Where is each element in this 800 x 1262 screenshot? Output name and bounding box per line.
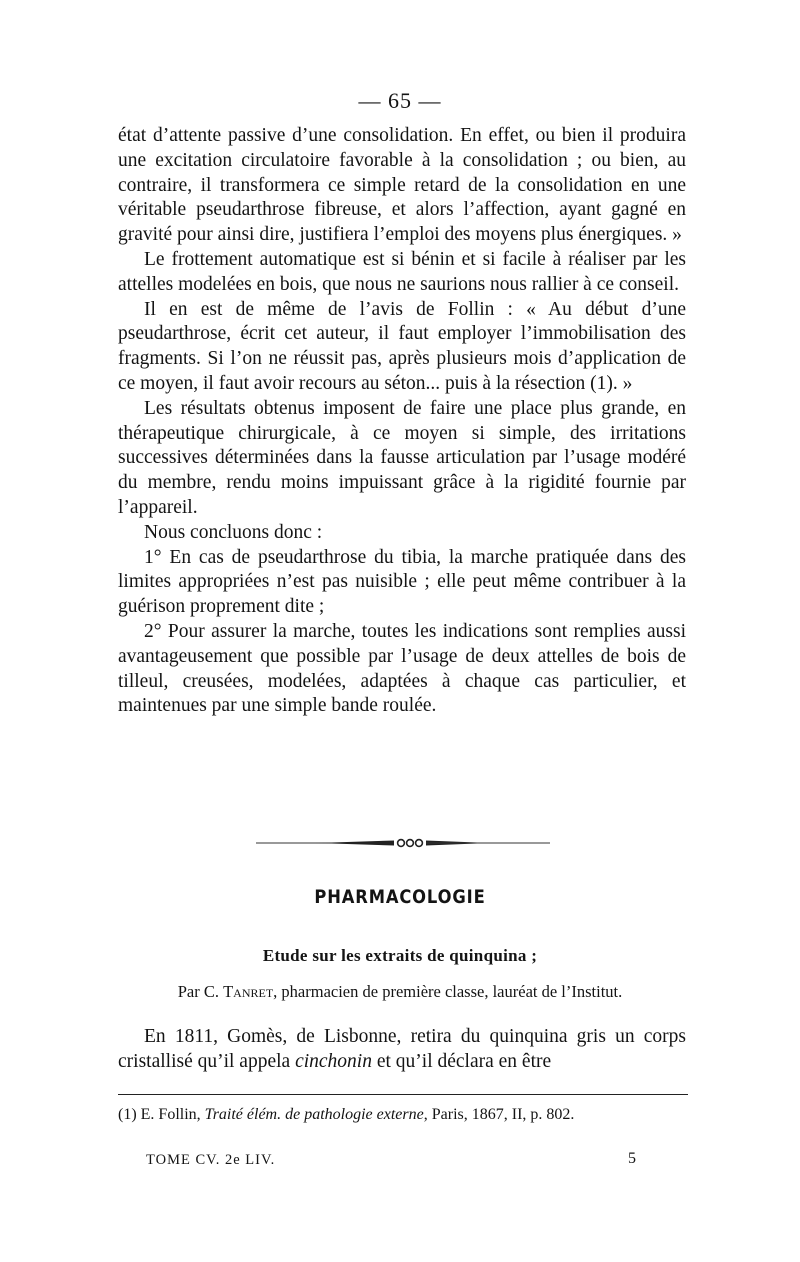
opening-paragraph: [118, 1024, 686, 1074]
section-title: PHARMACOLOGIE: [314, 886, 486, 908]
byline-suffix: , pharmacien de première classe, lauréat de l’Institut.: [273, 982, 623, 1001]
footnote: [118, 1104, 688, 1126]
footnote-italic: Traité élém. de pathologie externe: [204, 1106, 424, 1123]
byline-author: Tanret: [223, 982, 274, 1001]
volume-signature: TOME CV. 2e LIV.: [146, 1152, 276, 1168]
byline-prefix: Par C.: [177, 982, 224, 1001]
section-ornament: [256, 836, 550, 850]
paragraph: 2° Pour assurer la marche, toutes les indications sont remplies aussi avantageusement que possible par l’usage de deux attelles de bois de tilleul, creusées, modelées, adaptées à chaque cas particulier, et maintenues par une simple bande roulée.: [118, 620, 686, 717]
footnote-text-end: , Paris, 1867, II, p. 802.: [423, 1106, 575, 1123]
opening-text-end: et qu’il déclara en être: [371, 1051, 552, 1072]
paragraph: Il en est de même de l’avis de Follin : « Au début d’une pseudarthrose, écrit cet auteur, il faut employer l’immobilisation des fragments. Si l’on ne réussit pas, après plusieurs mois d’application de ce moyen, il faut avoir recours au séton... puis à la résection (1). »: [118, 298, 686, 394]
paragraph: Les résultats obtenus imposent de faire une place plus grande, en thérapeutique chirurgicale, à ce moyen si simple, des irritations successives déterminées dans la fausse articulation par l’usage modéré du membre, rendu moins impuissant grâce à la rigidité fournie par l’appareil.: [118, 397, 686, 518]
paragraph: état d’attente passive d’une consolidation. En effet, ou bien il produira une excitation circulatoire favorable à la consolidation ; ou bien, au contraire, il transformera ce simple retard de la consolidation en une véritable pseudarthrose fibreuse, et alors l’affection, ayant gagné en gravité pour ainsi dire, justifiera l’emploi des moyens plus énergiques. »: [118, 125, 686, 246]
sheet-number: 5: [628, 1150, 636, 1167]
opening-italic: cinchonin: [295, 1051, 372, 1072]
article-title: Etude sur les extraits de quinquina ;: [262, 946, 538, 965]
article-byline: [0, 982, 800, 1002]
paragraph: Le frottement automatique est si bénin et si facile à réaliser par les attelles modelées en bois, que nous ne saurions nous rallier à ce conseil.: [118, 248, 686, 295]
opening-text: En 1811, Gomès, de Lisbonne, retira du quinquina gris un corps cristallisé qu’il appela: [118, 1026, 686, 1072]
paragraph: Nous concluons donc :: [144, 521, 323, 543]
body-text: [118, 124, 686, 719]
footnote-text: (1) E. Follin,: [118, 1106, 205, 1123]
article-opening: [118, 1024, 686, 1074]
footnote-rule: [118, 1094, 688, 1095]
paragraph: 1° En cas de pseudarthrose du tibia, la marche pratiquée dans des limites appropriées n’est pas nuisible ; elle peut même contribuer à la guérison proprement dite ;: [118, 546, 686, 618]
page-number: — 65 —: [358, 88, 442, 113]
